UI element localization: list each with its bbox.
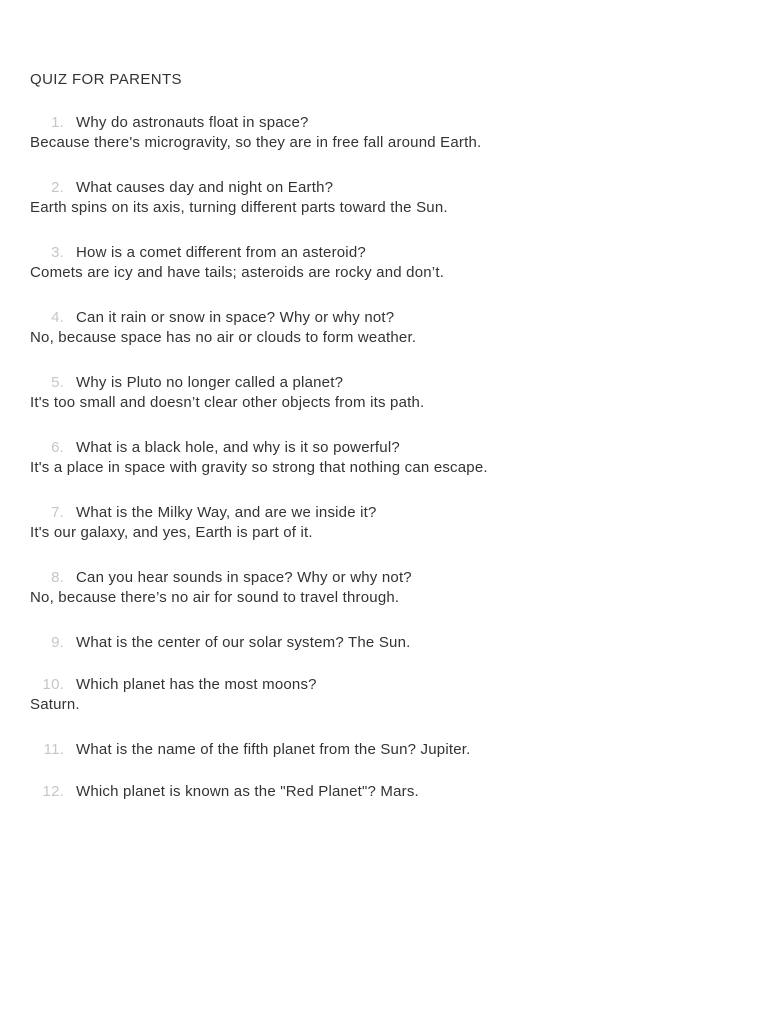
- quiz-item-6: [30, 438, 738, 478]
- quiz-item-9: [30, 633, 738, 653]
- quiz-item-1: [30, 113, 738, 153]
- question-text: Can you hear sounds in space? Why or why not?: [76, 569, 412, 586]
- item-number: 11.: [43, 741, 64, 758]
- answer-text: It's too small and doesn’t clear other objects from its path.: [30, 394, 425, 411]
- question-text: Which planet is known as the "Red Planet"? Mars.: [76, 783, 419, 800]
- quiz-item-12: [30, 782, 738, 802]
- question-text: What is a black hole, and why is it so powerful?: [76, 439, 400, 456]
- item-number: 5.: [51, 374, 64, 391]
- answer-text: No, because space has no air or clouds to form weather.: [30, 329, 417, 346]
- question-text: Can it rain or snow in space? Why or why not?: [76, 309, 395, 326]
- quiz-item-11: [30, 740, 738, 760]
- quiz-item-8: [30, 568, 738, 608]
- item-number: 6.: [51, 439, 64, 456]
- item-number: 8.: [51, 569, 64, 586]
- answer-text: No, because there’s no air for sound to travel through.: [30, 589, 400, 606]
- answer-text: It's a place in space with gravity so strong that nothing can escape.: [30, 459, 488, 476]
- answer-text: Saturn.: [30, 696, 80, 713]
- quiz-item-5: [30, 373, 738, 413]
- quiz-item-10: [30, 675, 738, 715]
- item-number: 10.: [42, 676, 64, 693]
- item-number: 3.: [51, 244, 64, 261]
- quiz-item-4: [30, 308, 738, 348]
- answer-text: Earth spins on its axis, turning different parts toward the Sun.: [30, 199, 448, 216]
- quiz-item-2: [30, 178, 738, 218]
- item-number: 12.: [42, 783, 64, 800]
- item-number: 9.: [51, 634, 64, 651]
- item-number: 1.: [51, 114, 64, 131]
- item-number: 2.: [51, 179, 64, 196]
- question-text: What is the Milky Way, and are we inside it?: [76, 504, 377, 521]
- question-text: What causes day and night on Earth?: [76, 179, 334, 196]
- question-text: Why do astronauts float in space?: [76, 114, 309, 131]
- quiz-item-3: [30, 243, 738, 283]
- question-text: Why is Pluto no longer called a planet?: [76, 374, 344, 391]
- note-title: QUIZ FOR PARENTS: [30, 71, 182, 88]
- question-text: How is a comet different from an asteroid?: [76, 244, 366, 261]
- answer-text: Because there's microgravity, so they are in free fall around Earth.: [30, 134, 482, 151]
- quiz-item-7: [30, 503, 738, 543]
- question-text: What is the name of the fifth planet from the Sun? Jupiter.: [76, 741, 471, 758]
- answer-text: Comets are icy and have tails; asteroids are rocky and don’t.: [30, 264, 445, 281]
- question-text: What is the center of our solar system? The Sun.: [76, 634, 411, 651]
- item-number: 4.: [51, 309, 64, 326]
- answer-text: It's our galaxy, and yes, Earth is part of it.: [30, 524, 313, 541]
- question-text: Which planet has the most moons?: [76, 676, 317, 693]
- item-number: 7.: [51, 504, 64, 521]
